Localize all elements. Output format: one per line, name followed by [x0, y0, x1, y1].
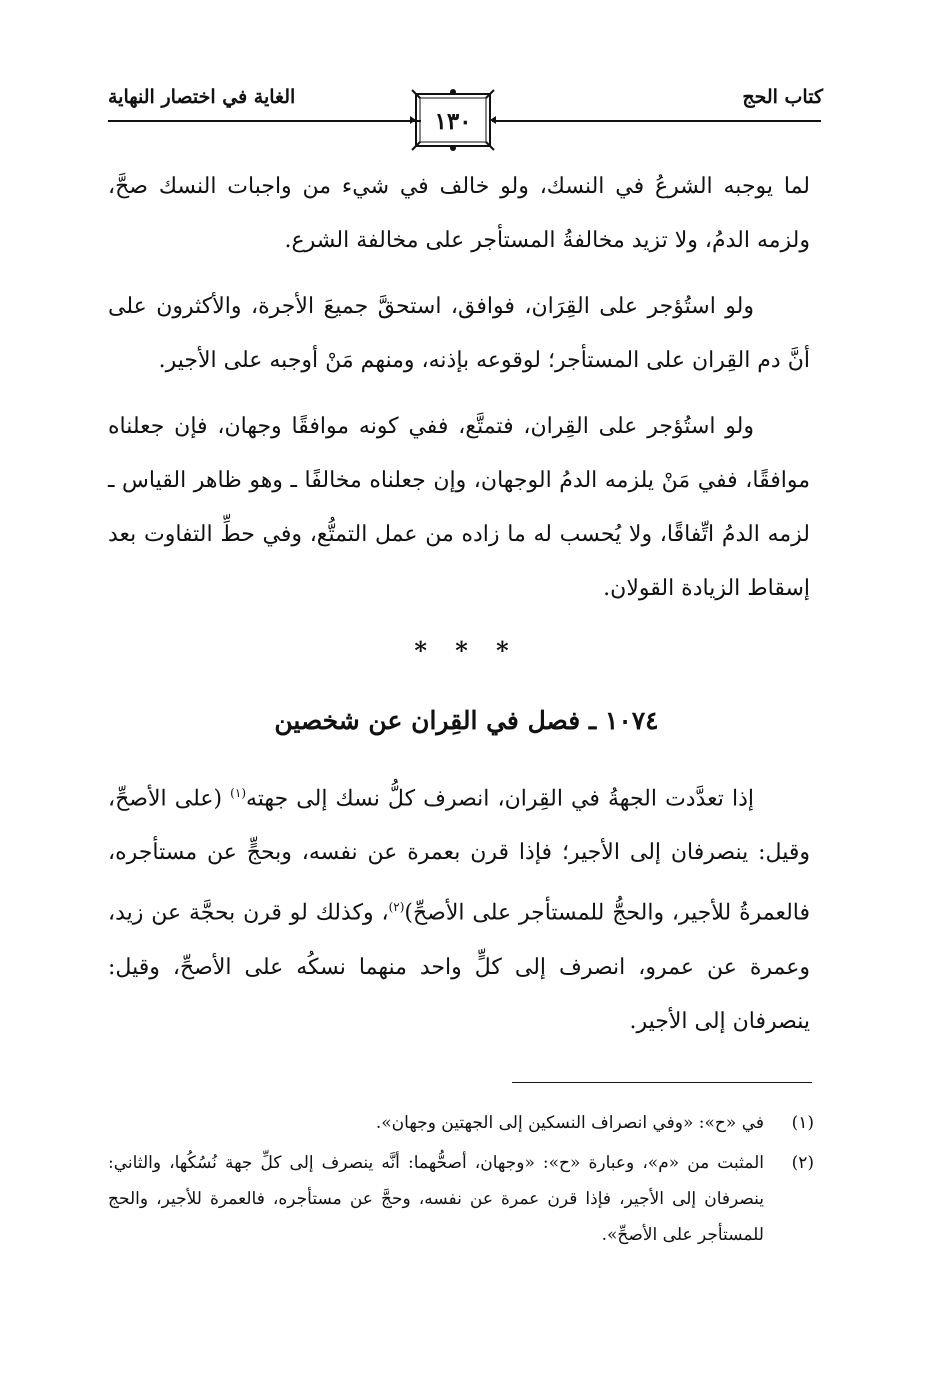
header-rule-right: [492, 120, 821, 122]
section-text-b: (على الأصحِّ، وقيل: ينصرفان إلى الأجير؛ فإذا قرن بعمرة عن نفسه، وبحجٍّ عن مستأجره، فالعمرةُ للأجير، والحجُّ للمستأجر على الأصحِّ): [108, 786, 810, 926]
footnote-text: في «ح»: «وفي انصراف النسكين إلى الجهتين وجهان».: [375, 1113, 764, 1133]
page-number-frame: [410, 88, 496, 152]
section-text-c: ، وكذلك لو قرن بحجَّة عن زيد، وعمرة عن عمرو، انصرف إلى كلٍّ واحد منهما نسكُه على الأصحِّ، وقيل: ينصرفان إلى الأجير.: [108, 900, 810, 1034]
footnote-number: (٢): [791, 1153, 814, 1173]
footnote-text: المثبت من «م»، وعبارة «ح»: «وجهان، أصحُّهما: أنَّه ينصرف إلى كلِّ جهة نُسُكُها، والثاني: ينصرفان إلى الأجير، فإذا قرن عمرة عن نفسه، وحجَّ عن مستأجره، فالعمرة للأجير، والحج للمستأجر على الأصحِّ».: [108, 1153, 764, 1245]
paragraph-2: ولو استُؤجر على القِرَان، فوافق، استحقَّ جميعَ الأجرة، والأكثرون على أنَّ دم القِران على المستأجر؛ لوقوعه بإذنه، ومنهم مَنْ أوجبه على الأجير.: [108, 294, 810, 373]
section-paragraph: [108, 766, 810, 1049]
footnotes: [108, 1105, 814, 1257]
footnote-item: [108, 1145, 814, 1253]
main-text-block-2: [108, 766, 810, 1049]
section-text-a: إذا تعدَّدت الجهةُ في القِران، انصرف كلُّ نسك إلى جهته: [246, 786, 754, 812]
footnote-divider: [512, 1082, 812, 1083]
book-title: كتاب الحج: [742, 86, 823, 108]
main-text-block-1: [108, 160, 810, 616]
section-separator: * * *: [414, 636, 519, 665]
page-number: ١٣٠: [434, 108, 472, 135]
section-heading: ١٠٧٤ ـ فصل في القِران عن شخصين: [274, 706, 659, 735]
footnote-ref-1[interactable]: (١): [230, 786, 246, 800]
page-header: [0, 72, 933, 162]
paragraph-3: ولو استُؤجر على القِران، فتمتَّع، ففي كونه موافقًا وجهان، فإن جعلناه موافقًا، ففي مَنْ يلزمه الدمُ الوجهان، وإن جعلناه مخالفًا ـ وهو ظاهر القياس ـ لزمه الدمُ اتِّفاقًا، ولا يُحسب له ما زاده من عمل التمتُّع، وفي حطِّ التفاوت بعد إسقاط الزيادة القولان.: [108, 414, 810, 601]
paragraph-1: لما يوجبه الشرعُ في النسك، ولو خالف في شيء من واجبات النسك صحَّ، ولزمه الدمُ، ولا تزيد مخالفةُ المستأجر على مخالفة الشرع.: [108, 174, 810, 253]
header-rule-left: [108, 120, 421, 122]
footnote-ref-2[interactable]: (٢): [388, 900, 405, 915]
work-title: الغاية في اختصار النهاية: [108, 86, 296, 108]
footnote-item: [108, 1105, 814, 1141]
footnote-number: (١): [791, 1113, 814, 1133]
